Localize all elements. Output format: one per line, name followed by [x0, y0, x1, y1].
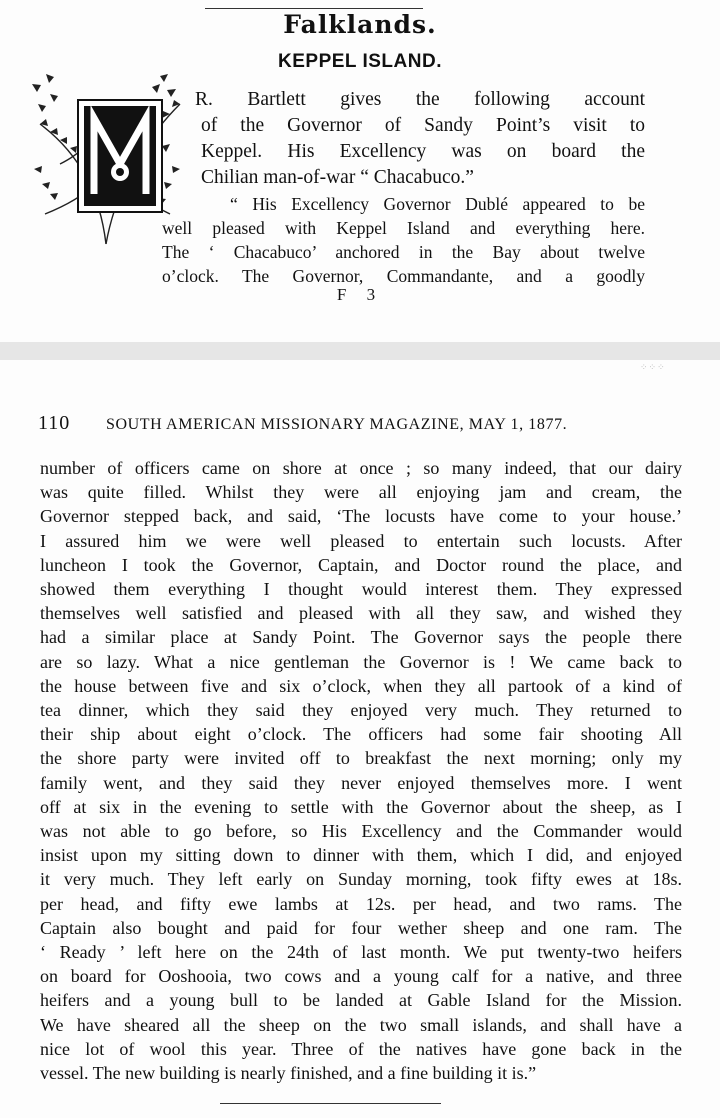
article-subtitle: KEPPEL ISLAND.: [278, 51, 442, 72]
page-number: 110: [38, 412, 71, 434]
bottom-rule: [220, 1103, 441, 1104]
body-line: number of officers came on shore at once ; so many indeed, that our dairy: [40, 458, 682, 478]
body-line: We have sheared all the sheep on the two small islands, and shall have a: [40, 1014, 682, 1035]
body-line: nice lot of wool this year. Three of the natives have gone back in the: [40, 1038, 682, 1059]
body-line: had a similar place at Sandy Point. The Governor says the people there: [40, 627, 682, 648]
signature-mark: F 3: [336, 285, 384, 304]
body-line: the shore party were invited off to breakfast the next morning; only my: [40, 748, 682, 769]
body-line: it very much. They left early on Sunday morning, took fifty ewes at 18s.: [40, 869, 682, 890]
body-line: family went, and they said they never enjoyed themselves more. I went: [40, 772, 682, 793]
top-page: [0, 0, 720, 342]
body-line: Governor stepped back, and said, ‘The locusts have come to your house.’: [40, 506, 682, 527]
scan-artifact: ⁘⁘⁘: [640, 362, 666, 372]
paragraph-line: The ‘ Chacabuco’ anchored in the Bay about twelve: [162, 242, 645, 262]
paragraph-line: well pleased with Keppel Island and everything here.: [162, 218, 645, 238]
body-line: luncheon I took the Governor, Captain, and Doctor round the place, and: [40, 554, 682, 575]
body-line: the house between five and six o’clock, when they all partook of a kind of: [40, 675, 682, 696]
paragraph-line: R. Bartlett gives the following account: [195, 89, 645, 110]
paragraph-line: Chilian man-of-war “ Chacabuco.”: [201, 167, 474, 188]
body-line: their ship about eight o’clock. The officers had some fair shooting All: [40, 724, 682, 745]
body-line: off at six in the evening to settle with the Governor about the sheep, as I: [40, 796, 682, 817]
top-rule: [205, 8, 423, 9]
body-line: per head, and fifty ewe lambs at 12s. per head, and two rams. The: [40, 893, 682, 914]
body-line: are so lazy. What a nice gentleman the Governor is ! We came back to: [40, 651, 682, 672]
body-line: insist upon my sitting down to dinner with them, which I did, and enjoyed: [40, 845, 682, 866]
paragraph-line: Keppel. His Excellency was on board the: [201, 141, 645, 162]
body-line: was quite filled. Whilst they were all enjoying jam and cream, the: [40, 482, 682, 503]
body-line: themselves well satisfied and pleased with all they saw, and wished they: [40, 603, 682, 624]
body-line: vessel. The new building is nearly finished, and a fine building it is.”: [40, 1063, 537, 1083]
body-line: heifers and a young bull to be landed at Gable Island for the Mission.: [40, 990, 682, 1011]
body-line: on board for Ooshooia, two cows and a young calf for a native, and three: [40, 966, 682, 987]
body-line: showed them everything I thought would interest them. They expressed: [40, 579, 682, 599]
running-title: SOUTH AMERICAN MISSIONARY MAGAZINE, MAY 1, 1877.: [106, 416, 568, 433]
paragraph-line: “ His Excellency Governor Dublé appeared to be: [230, 194, 645, 214]
running-header: [0, 410, 720, 438]
body-line: I assured him we were well pleased to entertain such locusts. After: [40, 530, 682, 551]
section-title: Falklands.: [283, 10, 437, 39]
page-separator: [0, 342, 720, 360]
body-line: tea dinner, which they said they enjoyed very much. They returned to: [40, 700, 682, 720]
body-line: Captain also bought and paid for four wether sheep and one ram. The: [40, 917, 682, 938]
paragraph-line: of the Governor of Sandy Point’s visit to: [201, 115, 645, 136]
body-line: ‘ Ready ’ left here on the 24th of last month. We put twenty-two heifers: [40, 942, 682, 962]
body-line: was not able to go before, so His Excellency and the Commander would: [40, 821, 682, 841]
paragraph-line: o’clock. The Governor, Commandante, and a goodly: [162, 266, 645, 286]
